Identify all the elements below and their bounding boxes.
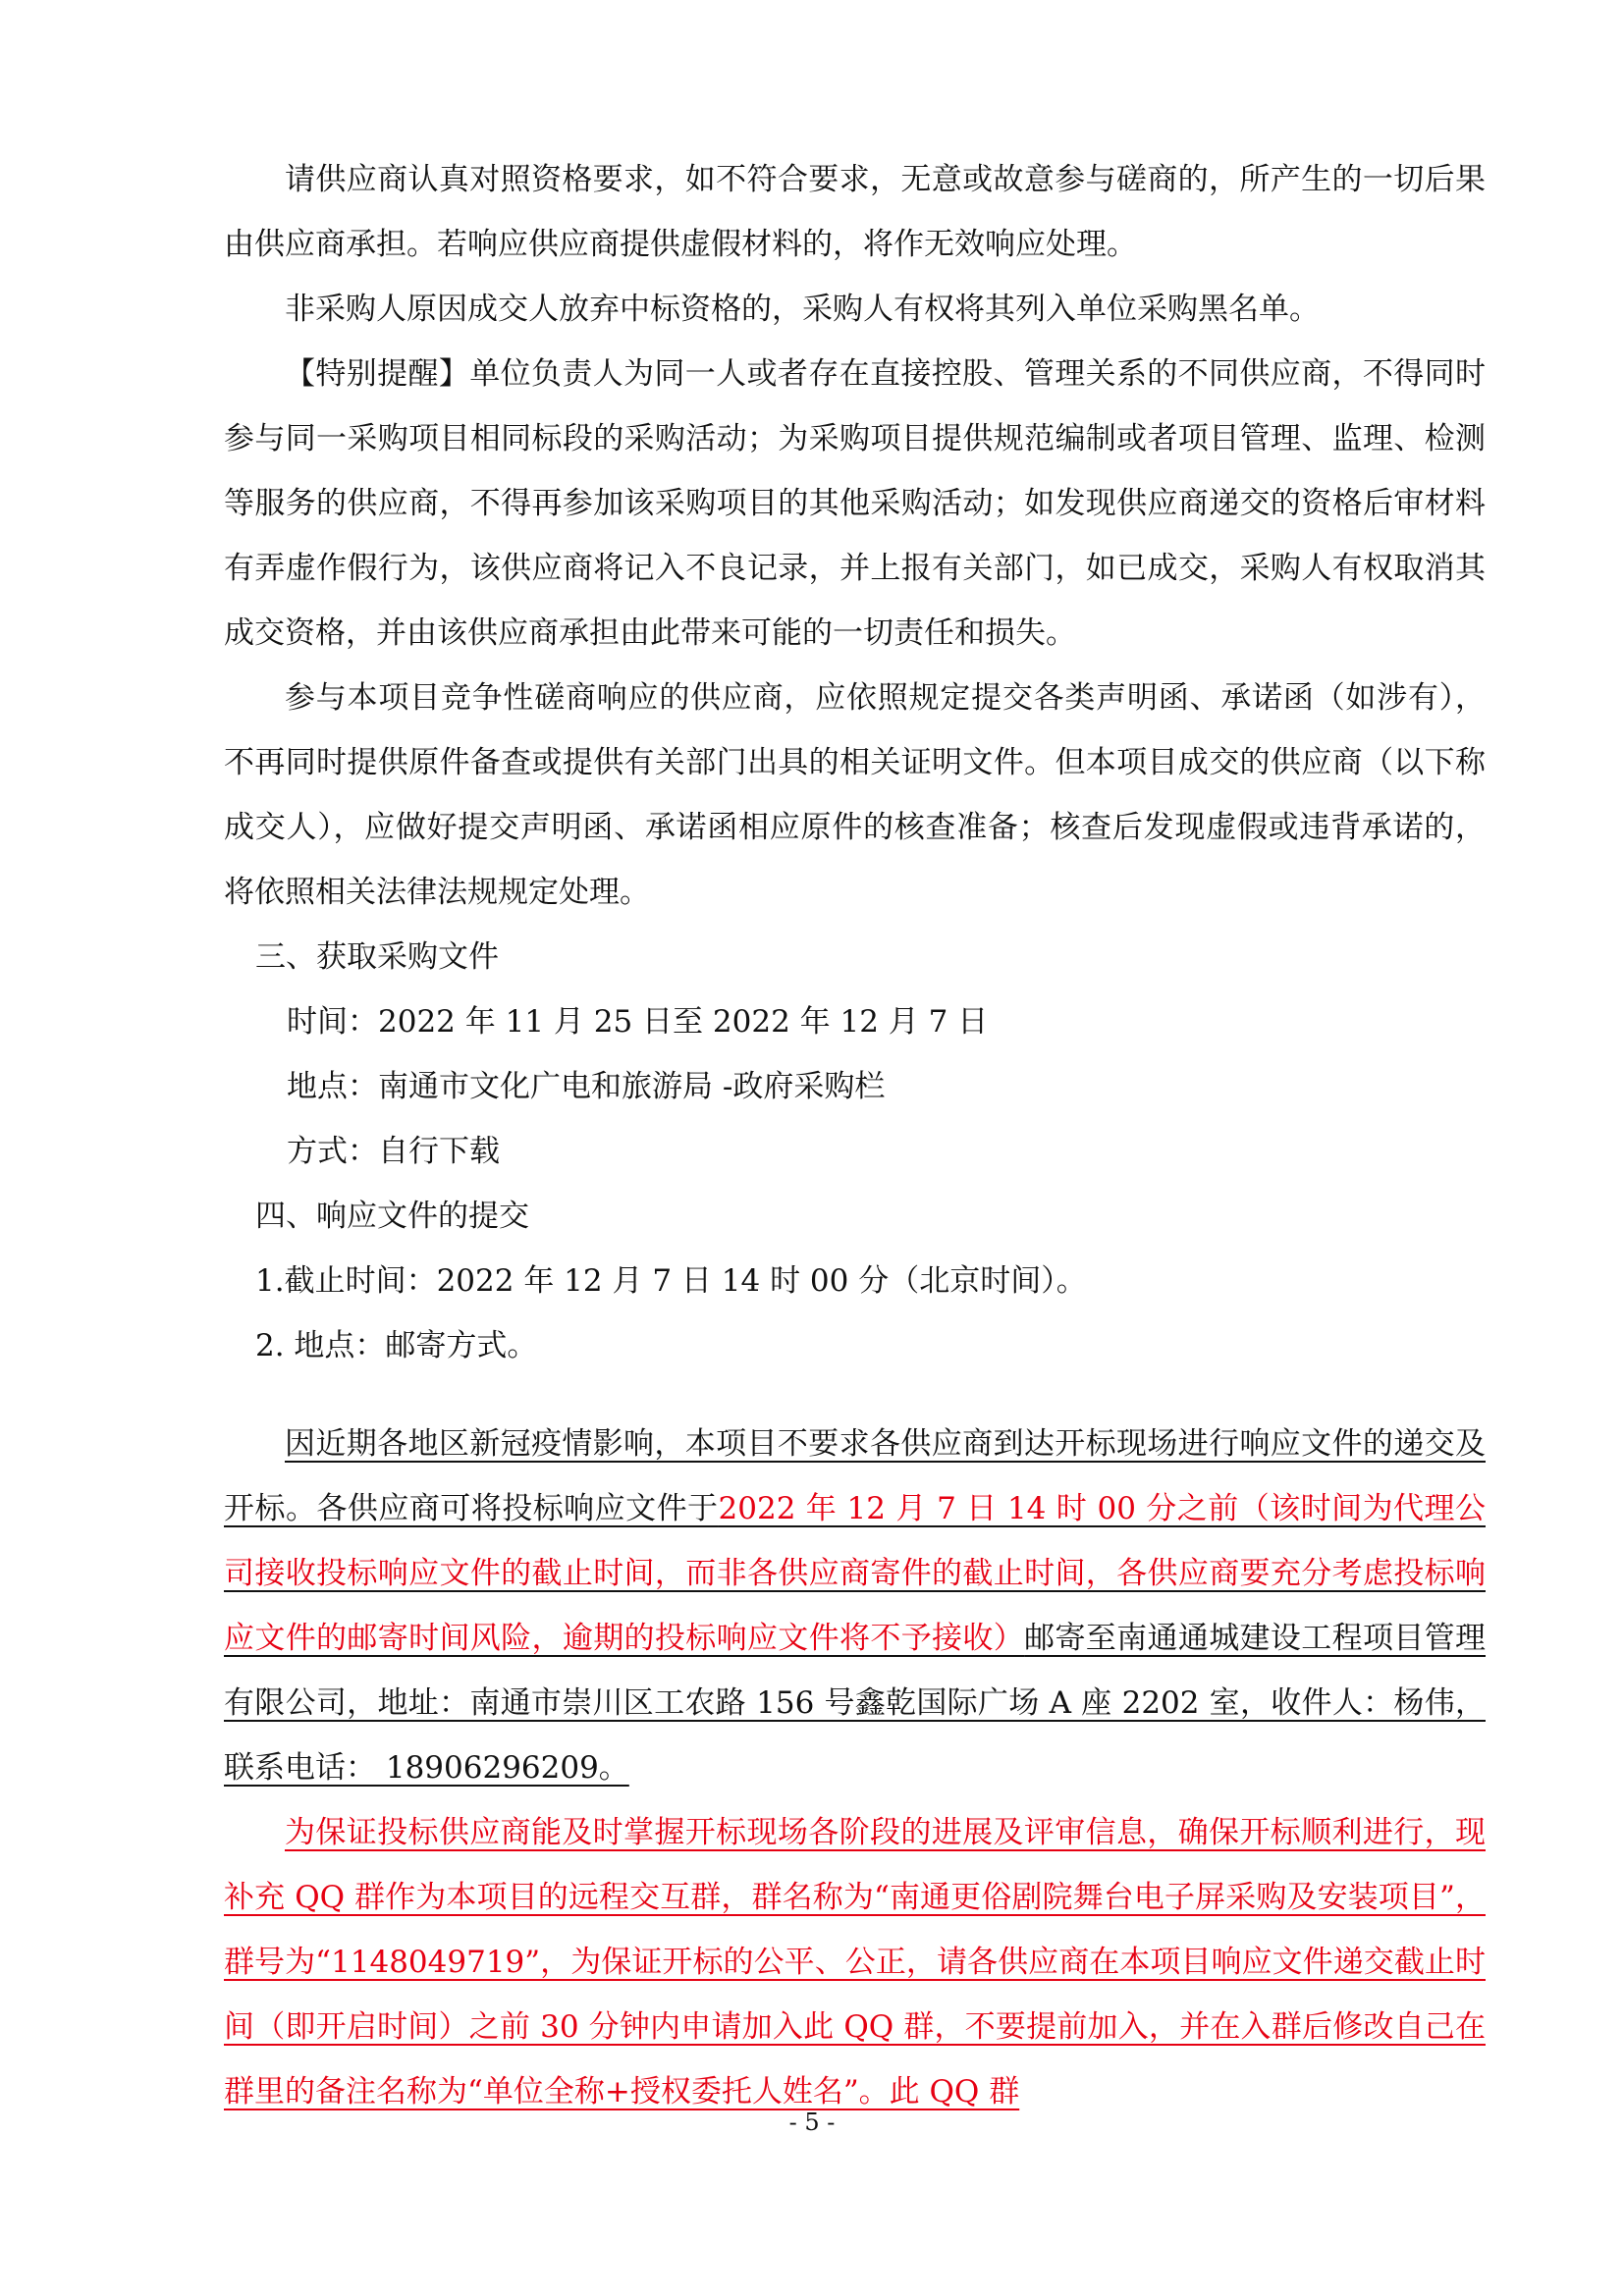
section-3-heading: 三、获取采购文件 [255, 939, 499, 975]
section-4-location: 2. 地点：邮寄方式。 [255, 1328, 538, 1363]
section-4-deadline: 1.截止时间：2022 年 12 月 7 日 14 时 00 分（北京时间）。 [255, 1263, 1087, 1299]
paragraph-blacklist: 非采购人原因成交人放弃中标资格的，采购人有权将其列入单位采购黑名单。 [285, 292, 1320, 327]
paragraph-qq-group-notice: 为保证投标供应商能及时掌握开标现场各阶段的进展及评审信息，确保开标顺利进行，现补充 QQ 群作为本项目的远程交互群，群名称为“南通更俗剧院舞台电子屏采购及安装项目”，群号为“1148049719”，为保证开标的公平、公正，请各供应商在本项目响应文件递交截止时间（即开启时间）之前 30 分钟内申请加入此 QQ 群，不要提前加入，并在入群后修改自己在群里的备注名称为“单位全称+授权委托人姓名”。此 QQ 群 [224, 1815, 1486, 2109]
notice-part-2-highlighted: 2022 年 12 月 7 日 14 时 00 分之前（该时间为代理公司接收投标响应文件的截止时间，而非各供应商寄件的截止时间，各供应商要充分考虑投标响应文件的邮寄时间风险，逾期的投标响应文件将不予接收） [224, 1491, 1486, 1656]
paragraph-declarations: 参与本项目竞争性磋商响应的供应商，应依照规定提交各类声明函、承诺函（如涉有），不再同时提供原件备查或提供有关部门出具的相关证明文件。但本项目成交的供应商（以下称成交人），应做好提交声明函、承诺函相应原件的核查准备；核查后发现虚假或违背承诺的，将依照相关法律法规规定处理。 [224, 680, 1486, 910]
paragraph-qualification-warning: 请供应商认真对照资格要求，如不符合要求，无意或故意参与磋商的，所产生的一切后果由供应商承担。若响应供应商提供虚假材料的，将作无效响应处理。 [224, 162, 1486, 262]
document-body [224, 147, 1486, 2124]
paragraph-special-reminder: 【特别提醒】单位负责人为同一人或者存在直接控股、管理关系的不同供应商，不得同时参与同一采购项目相同标段的采购活动；为采购项目提供规范编制或者项目管理、监理、检测等服务的供应商，不得再参加该采购项目的其他采购活动；如发现供应商递交的资格后审材料有弄虚作假行为，该供应商将记入不良记录，并上报有关部门，如已成交，采购人有权取消其成交资格，并由该供应商承担由此带来可能的一切责任和损失。 [224, 356, 1486, 651]
section-3-method: 方式：自行下载 [287, 1134, 500, 1169]
paragraph-mail-submission-notice [224, 1412, 1486, 1800]
section-4-heading: 四、响应文件的提交 [255, 1199, 529, 1234]
spacer [224, 1378, 1486, 1412]
notice-part-3: 邮寄至南通通城建设工程项目管理有限公司，地址：南通市崇川区工农路 156 号鑫乾国际广场 A 座 2202 室，收件人：杨伟，联系电话： 18906296209。 [224, 1621, 1487, 1786]
page-number: - 5 - [788, 2109, 836, 2136]
notice-part-1: 因近期各地区新冠疫情影响，本项目不要求各供应商到达开标现场进行响应文件的递交及开标。各供应商可将投标响应文件于 [224, 1426, 1486, 1526]
section-3-time: 时间：2022 年 11 月 25 日至 2022 年 12 月 7 日 [287, 1004, 989, 1040]
section-3-place: 地点：南通市文化广电和旅游局 -政府采购栏 [287, 1069, 886, 1104]
